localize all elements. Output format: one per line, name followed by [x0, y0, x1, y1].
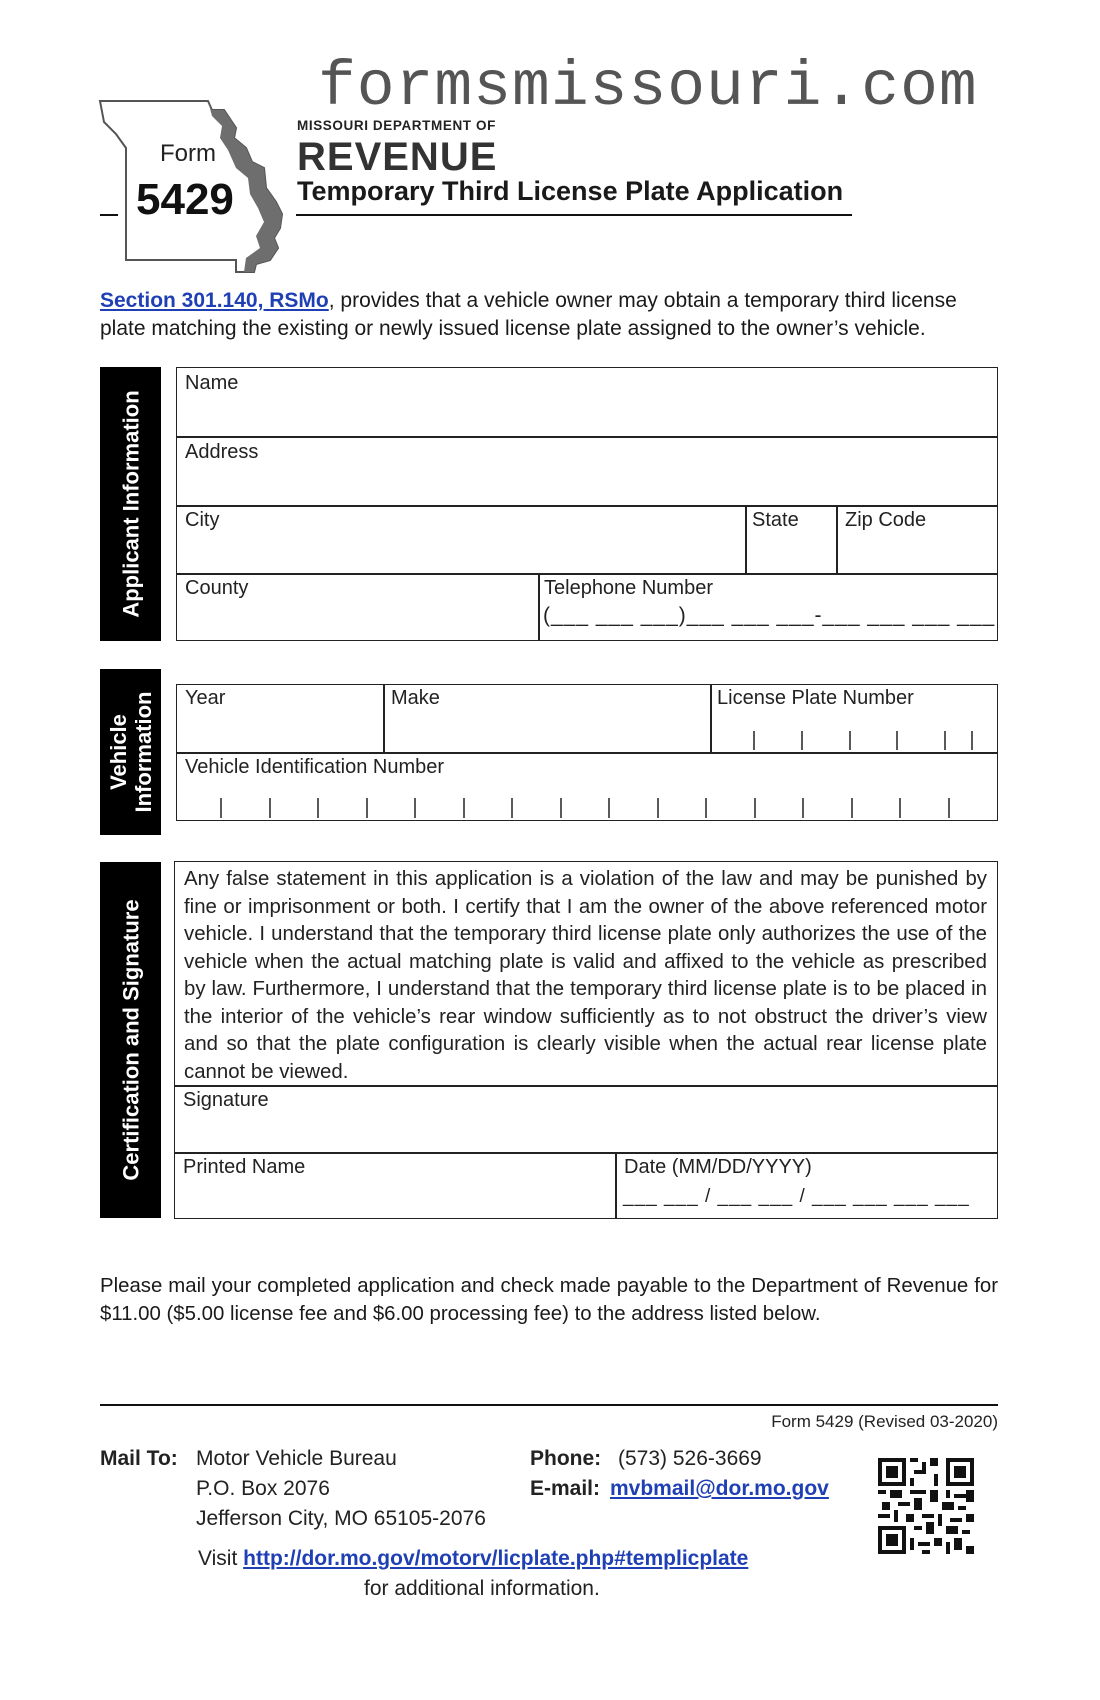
form-label: Form [160, 140, 216, 167]
svg-text:REVENUE: REVENUE [297, 136, 498, 174]
vin-field[interactable] [177, 753, 997, 821]
state-field[interactable] [746, 505, 836, 573]
date-field[interactable] [616, 1153, 997, 1219]
phone-number: (573) 526-3669 [618, 1447, 762, 1470]
printed-name-field[interactable] [175, 1153, 615, 1219]
department-name: MISSOURI DEPARTMENT OF [297, 118, 496, 133]
applicant-section-tab [100, 367, 161, 641]
address-line-1: Motor Vehicle Bureau [196, 1447, 397, 1470]
address-field[interactable] [177, 437, 997, 505]
vehicle-info-box [176, 684, 998, 821]
visit-suffix: for additional information. [364, 1577, 600, 1600]
zip-code-label: Zip Code [845, 509, 927, 531]
telephone-label: Telephone Number [544, 577, 713, 599]
qr-code-icon [878, 1458, 974, 1554]
city-field[interactable] [177, 505, 745, 573]
vin-label: Vehicle Identification Number [185, 756, 445, 778]
printed-name-label: Printed Name [183, 1156, 306, 1178]
address-line-2: P.O. Box 2076 [196, 1477, 330, 1500]
state-label: State [752, 509, 799, 531]
signature-label: Signature [183, 1089, 269, 1111]
signature-field[interactable] [175, 1086, 997, 1152]
form-dash [100, 214, 118, 216]
mail-instructions: Please mail your completed application and check made payable to the Department of Revenue for $11.00 ($5.00 license fee and $6.00 processing fee) to the address listed below. [100, 1275, 998, 1325]
address-line-3: Jefferson City, MO 65105-2076 [196, 1507, 486, 1530]
county-field[interactable] [177, 574, 538, 642]
county-label: County [185, 577, 249, 599]
certification-section-tab [100, 862, 161, 1218]
applicant-section-title: Applicant Information [118, 390, 143, 618]
date-format: ___ ___ / ___ ___ / ___ ___ ___ ___ [623, 1186, 970, 1207]
phone-label: Phone: [530, 1447, 602, 1470]
info-url-link[interactable]: http://dor.mo.gov/motorv/licplate.php#templicplate [243, 1547, 749, 1570]
title-underline [296, 214, 852, 216]
zip-code-field[interactable] [837, 505, 999, 573]
form-revision: Form 5429 (Revised 03-2020) [771, 1412, 998, 1431]
license-plate-label: License Plate Number [717, 687, 914, 709]
intro-paragraph [100, 287, 1000, 343]
intro-text: , provides that a vehicle owner may obtain a temporary third license plate matching the existing or newly issued license plate assigned to the owner’s vehicle. [100, 289, 957, 340]
vehicle-section-tab [100, 669, 161, 835]
mail-to-label: Mail To: [100, 1447, 178, 1470]
year-label: Year [185, 687, 226, 709]
visit-prefix: Visit [198, 1547, 238, 1570]
watermark: formsmissouri.com [318, 52, 978, 123]
telephone-field[interactable] [539, 574, 999, 642]
email-link[interactable]: mvbmail@dor.mo.gov [610, 1477, 829, 1500]
form-number: 5429 [136, 175, 234, 224]
footer-divider [100, 1404, 998, 1406]
telephone-format: (___ ___ ___)___ ___ ___-___ ___ ___ ___ [543, 604, 996, 627]
applicant-info-box [176, 367, 998, 641]
name-label: Name [185, 372, 239, 394]
email-label: E-mail: [530, 1477, 601, 1500]
city-label: City [185, 509, 220, 531]
document-title: Temporary Third License Plate Application [297, 176, 844, 206]
date-label: Date (MM/DD/YYYY) [624, 1156, 812, 1178]
year-field[interactable] [177, 685, 383, 752]
vehicle-section-title: Vehicle Information [105, 691, 156, 813]
revenue-logo [297, 136, 537, 174]
address-label: Address [185, 441, 259, 463]
certification-statement: Any false statement in this application is a violation of the law and may be punished by fine or imprisonment or both. I certify that I am the owner of the above referenced motor vehicle. I understand that the temporary third license plate only authorizes the use of the vehicle when the actual matching plate is valid and affixed to the vehicle as prescribed by law. Furthermore, I understand that the temporary third license plate is to be placed in the interior of the vehicle’s rear window sufficiently as to not obstruct the driver’s view and so that the plate configuration is clearly visible when the actual rear license plate cannot be viewed. [184, 868, 987, 1083]
statute-link[interactable]: Section 301.140, RSMo [100, 289, 329, 312]
certification-section-title: Certification and Signature [118, 899, 143, 1181]
make-label: Make [391, 687, 440, 709]
name-field[interactable] [177, 368, 997, 436]
visit-line [198, 1547, 748, 1571]
license-plate-field[interactable] [711, 685, 999, 752]
make-field[interactable] [384, 685, 710, 752]
